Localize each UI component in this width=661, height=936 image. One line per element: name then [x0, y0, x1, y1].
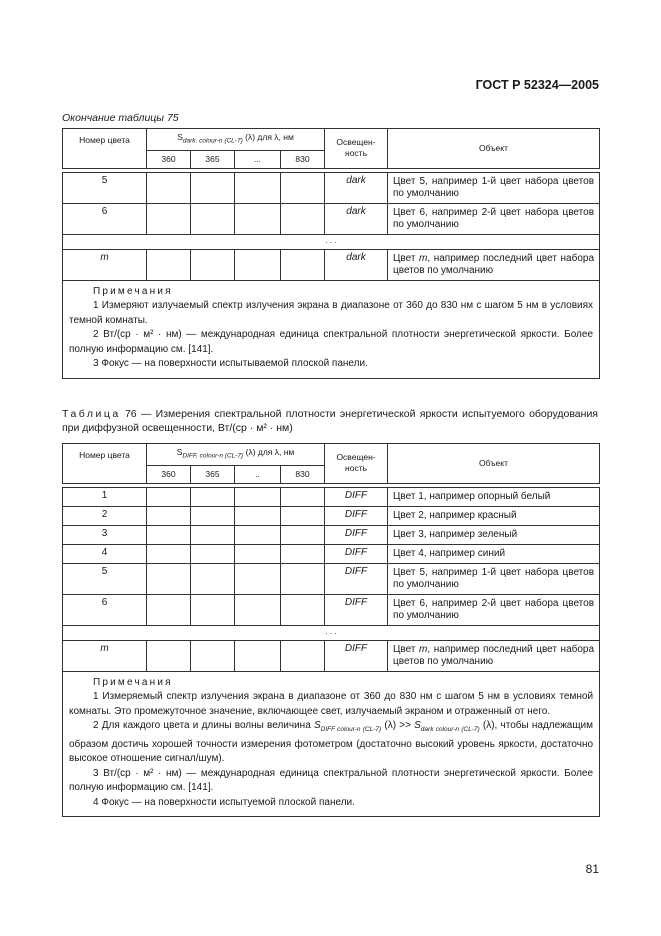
table-row: [63, 525, 600, 544]
row-number: 3: [63, 525, 147, 544]
note-1: 1 Измеряют излучаемый спектр излучения экрана в диапазоне от 360 до 830 нм с шагом 5 нм в условиях темной комнаты.: [69, 300, 594, 326]
row-light: DIFF: [325, 563, 388, 594]
col-s-header: [147, 444, 325, 466]
row-light: DIFF: [325, 640, 388, 671]
col-light-header: Освещен-ность: [325, 129, 388, 169]
row-light: dark: [325, 249, 388, 280]
s-subscript: dark. colour-n (CL-7): [182, 137, 243, 145]
row-number: 5: [63, 172, 147, 203]
row-number: 6: [63, 203, 147, 234]
table-row: [63, 203, 600, 234]
col-light-header: Освещен-ность: [325, 444, 388, 484]
row-ellipsis: . . .: [63, 234, 600, 249]
row-object: Цвет 6, например 2-й цвет набора цветов по умолчанию: [388, 594, 600, 625]
wl-ellipsis: ...: [235, 150, 281, 168]
row-light: DIFF: [325, 544, 388, 563]
table75-notes: [63, 280, 600, 378]
row-ellipsis: . . .: [63, 625, 600, 640]
wl-365: 365: [191, 150, 235, 168]
table76-notes: [63, 671, 600, 817]
row-light: DIFF: [325, 594, 388, 625]
s-symbol: S: [177, 132, 183, 142]
note-1: 1 Измеряемый спектр излучения экрана в диапазоне от 360 до 830 нм с шагом 5 нм в условиях темной комнаты. Это промежуточное значение, включающее свет, излучаемый экраном и отраженный от него.: [69, 691, 594, 717]
notes-title: Примечания: [93, 676, 173, 688]
table-row: [63, 640, 600, 671]
notes-title: Примечания: [93, 285, 173, 297]
table76-caption: Таблица 76 — Измерения спектральной плотности энергетической яркости испытуемого оборудования при диффузной освещенности, Вт/(ср · м² · нм): [62, 408, 598, 434]
col-object-header: Объект: [388, 444, 600, 484]
row-number: 2: [63, 506, 147, 525]
table75-header-row: [63, 129, 600, 151]
table-row: [63, 544, 600, 563]
table-row: [63, 594, 600, 625]
row-number: 1: [63, 487, 147, 506]
col-s-header: [147, 129, 325, 151]
row-light: dark: [325, 203, 388, 234]
table75: [62, 128, 600, 379]
col-number-header: Номер цвета: [63, 129, 147, 169]
s-symbol: S: [176, 447, 183, 457]
row-number: 4: [63, 544, 147, 563]
table-row: [63, 172, 600, 203]
wl-360: 360: [147, 465, 191, 483]
note-3: 3 Вт/(ср · м² · нм) — международная единица спектральной плотности энергетической яркости. Более полную информацию см. [141].: [69, 767, 594, 794]
ellipsis-row: [63, 625, 600, 640]
row-object: Цвет 5, например 1-й цвет набора цветов по умолчанию: [388, 172, 600, 203]
row-light: DIFF: [325, 525, 388, 544]
row-number: m: [63, 640, 147, 671]
table75-caption: Окончание таблицы 75: [62, 112, 179, 124]
row-object: Цвет 4, например синий: [388, 544, 600, 563]
wl-365: 365: [191, 465, 235, 483]
page-number: 81: [585, 862, 599, 876]
row-number: 5: [63, 563, 147, 594]
col-number-header: Номер цвета: [63, 444, 147, 484]
table-row: [63, 506, 600, 525]
table-row: [63, 563, 600, 594]
note-4: 4 Фокус — на поверхности испытуемой плоской панели.: [93, 796, 355, 808]
row-object: Цвет 2, например красный: [388, 506, 600, 525]
standard-header: ГОСТ Р 52324—2005: [475, 78, 599, 92]
wl-830: 830: [281, 150, 325, 168]
notes-row: [63, 280, 600, 378]
row-number: m: [63, 249, 147, 280]
s-suffix: (λ) для λ, нм: [245, 132, 294, 142]
row-number: 6: [63, 594, 147, 625]
notes-row: [63, 671, 600, 817]
row-object: Цвет m, например последний цвет набора цветов по умолчанию: [388, 640, 600, 671]
ellipsis-row: [63, 234, 600, 249]
row-light: DIFF: [325, 487, 388, 506]
table76: [62, 443, 600, 817]
col-object-header: Объект: [388, 129, 600, 169]
row-light: DIFF: [325, 506, 388, 525]
note-3: 3 Фокус — на поверхности испытываемой плоской панели.: [93, 358, 368, 370]
row-object: Цвет 1, например опорный белый: [388, 487, 600, 506]
row-object: Цвет m, например последний цвет набора цветов по умолчанию: [388, 249, 600, 280]
row-object: Цвет 3, например зеленый: [388, 525, 600, 544]
note-2: 2 Для каждого цвета и длины волны величина $S_{DIFF colour-n (CL-7)}$ $(\lambda) >> S_{dark colour-n (CL-7)}$ (λ), чтобы надлежащим образом достичь хорошей точности измерения фотометром (достаточно высокий уровень яркости, достаточно высокое отношение сигнал/шум).: [69, 720, 594, 765]
row-object: Цвет 5, например 1-й цвет набора цветов по умолчанию: [388, 563, 600, 594]
table76-header-row: [63, 444, 600, 466]
row-object: Цвет 6, например 2-й цвет набора цветов по умолчанию: [388, 203, 600, 234]
table-row: [63, 487, 600, 506]
wl-830: 830: [281, 465, 325, 483]
wl-ellipsis: ..: [235, 465, 281, 483]
row-light: dark: [325, 172, 388, 203]
table-row: [63, 249, 600, 280]
wl-360: 360: [147, 150, 191, 168]
s-subscript: DIFF, colour-n (CL-7): [182, 452, 244, 460]
note-2: 2 Вт/(ср · м² · нм) — международная единица спектральной плотности энергетической яркости. Более полную информацию см. [141].: [69, 329, 594, 355]
s-suffix: (λ) для λ, нм: [245, 447, 295, 457]
